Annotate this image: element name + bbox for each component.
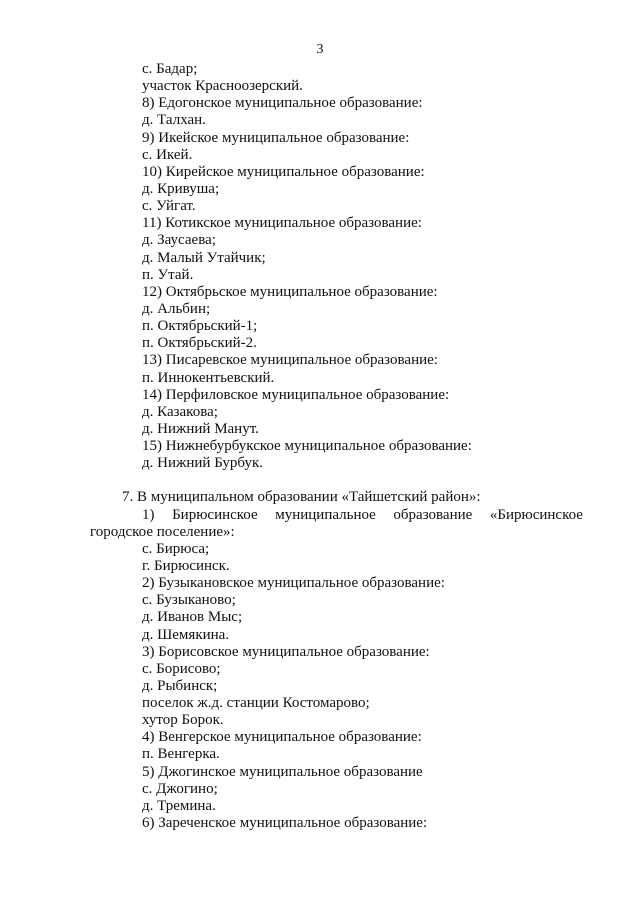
document-line: 2) Бузыкановское муниципальное образование: (142, 575, 445, 592)
document-line: 13) Писаревское муниципальное образование: (142, 352, 438, 369)
document-line: 6) Зареченское муниципальное образование: (142, 815, 428, 832)
document-line: 8) Едогонское муниципальное образование: (142, 95, 423, 112)
document-line: п. Венгерка. (142, 746, 220, 763)
document-line: 3) Борисовское муниципальное образование: (142, 643, 430, 660)
document-line: 10) Кирейское муниципальное образование: (142, 163, 425, 180)
document-line: д. Талхан. (142, 112, 206, 129)
document-line: п. Октябрьский-2. (142, 335, 257, 352)
document-line: с. Джогино; (142, 780, 218, 797)
document-line: с. Бузыканово; (142, 592, 236, 609)
document-line: хутор Борок. (142, 712, 224, 729)
document-line: п. Октябрьский-1; (142, 318, 258, 335)
document-line: д. Альбин; (142, 300, 211, 317)
document-line: д. Иванов Мыс; (142, 609, 243, 626)
item-1-continuation: городское поселение»: (90, 523, 235, 540)
document-line: д. Рыбинск; (142, 677, 218, 694)
document-line: с. Бадар; (142, 61, 198, 77)
document-line: с. Бирюса; (142, 540, 210, 557)
document-line: д. Нижний Манут. (142, 420, 259, 437)
document-line: д. Кривуша; (142, 180, 220, 197)
document-line: д. Шемякина. (142, 626, 230, 643)
document-line: д. Нижний Бурбук. (142, 455, 264, 472)
item-1-word: 1) (142, 506, 155, 523)
settlement-list-section-6 (0, 61, 640, 472)
document-line: д. Заусаева; (142, 232, 216, 249)
item-1-word: муниципальное (275, 506, 376, 523)
document-line: д. Казакова; (142, 403, 218, 420)
document-line: с. Уйгат. (142, 198, 196, 215)
document-line: поселок ж.д. станции Костомарово; (142, 695, 370, 712)
document-line: д. Тремина. (142, 797, 216, 814)
document-line: 5) Джогинское муниципальное образование (142, 763, 423, 780)
document-line: п. Утай. (142, 266, 194, 283)
settlement-list-section-7 (0, 541, 640, 832)
page-number: 3 (316, 42, 324, 57)
document-line: г. Бирюсинск. (142, 557, 230, 574)
document-line: д. Малый Утайчик; (142, 249, 266, 266)
document-line: 11) Котикское муниципальное образование: (142, 215, 422, 232)
document-line: 14) Перфиловское муниципальное образование: (142, 386, 450, 403)
section-heading-7: 7. В муниципальном образовании «Тайшетский район»: (122, 489, 481, 506)
document-line: 9) Икейское муниципальное образование: (142, 129, 410, 146)
document-line: участок Красноозерский. (142, 78, 303, 95)
item-1-word: «Бирюсинское (489, 506, 583, 523)
document-line: с. Икей. (142, 146, 193, 163)
document-line: 15) Нижнебурбукское муниципальное образование: (142, 438, 472, 455)
document-line: п. Иннокентьевский. (142, 369, 275, 386)
item-1-word: образование (393, 506, 473, 523)
document-line: 4) Венгерское муниципальное образование: (142, 729, 422, 746)
document-line: с. Борисово; (142, 660, 221, 677)
document-line: 12) Октябрьское муниципальное образование: (142, 283, 438, 300)
document-body (0, 61, 640, 832)
item-1-first-line (0, 507, 640, 524)
item-1-word: Бирюсинское (172, 506, 258, 523)
